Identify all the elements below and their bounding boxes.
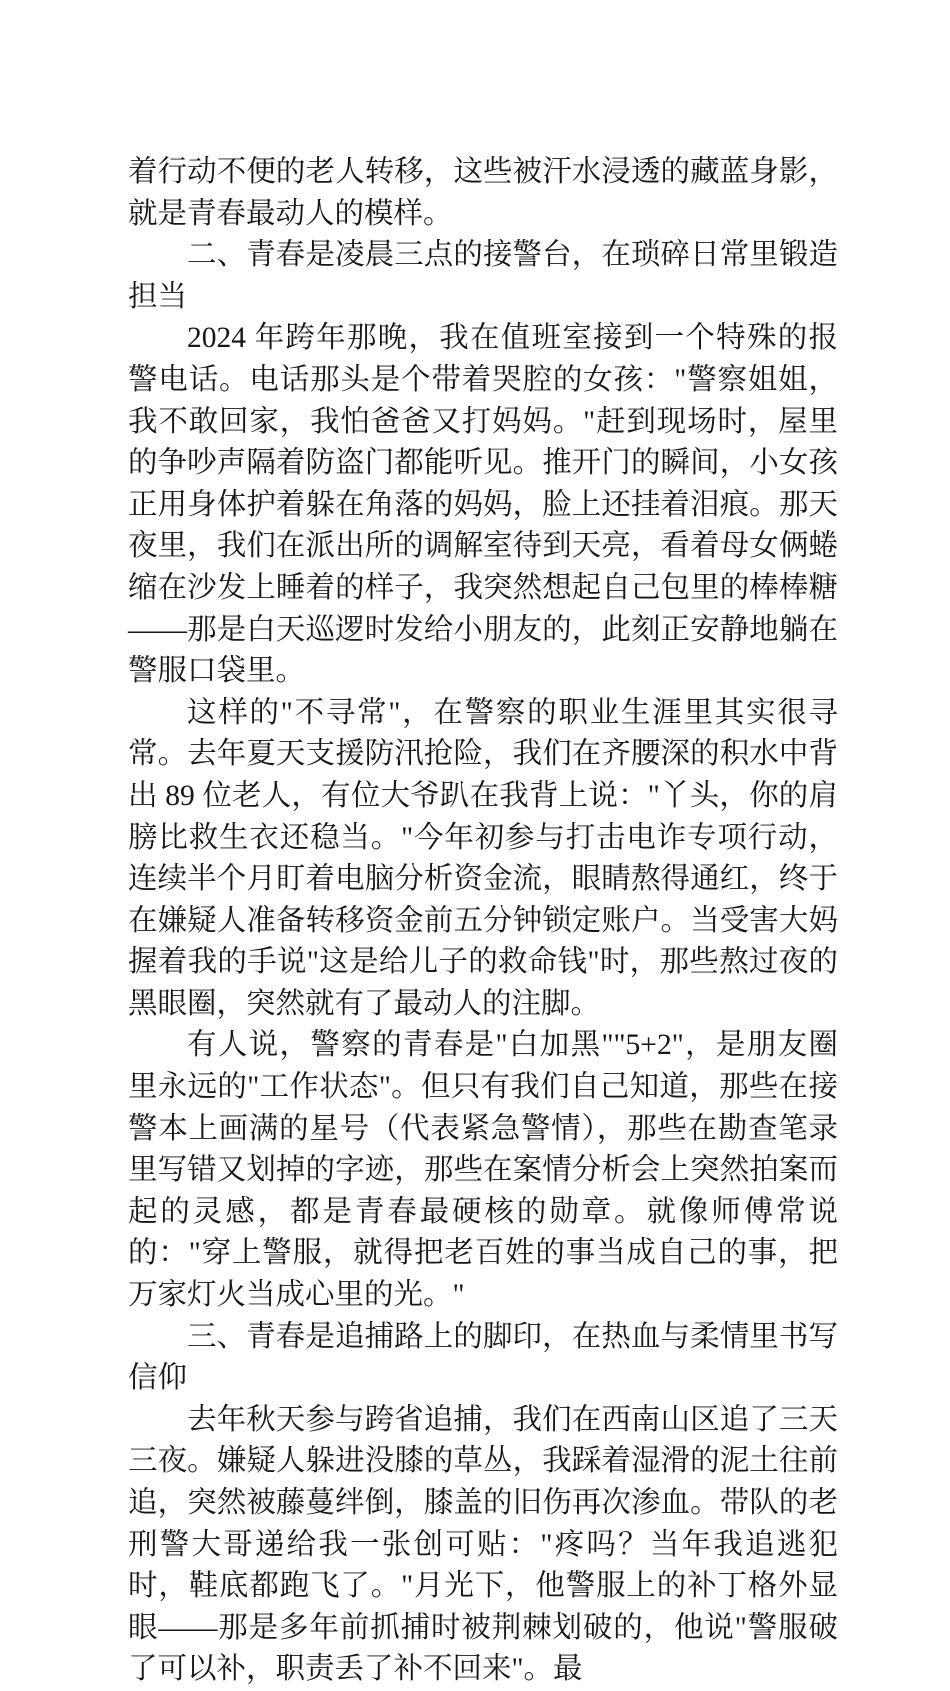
paragraph-body-4: 去年秋天参与跨省追捕，我们在西南山区追了三天三夜。嫌疑人躲进没膝的草丛，我踩着湿滑的泥土往前追，突然被藤蔓绊倒，膝盖的旧伤再次渗血。带队的老刑警大哥递给我一张创可贴："疼吗？当年我追逃犯时，鞋底都跑飞了。"月光下，他警服上的补丁格外显眼——那是多年前抓捕时被荆棘划破的，他说"警服破了可以补，职责丢了补不回来"。最 [128,1403,838,1686]
paragraph-body-1: 2024 年跨年那晚，我在值班室接到一个特殊的报警电话。电话那头是个带着哭腔的女孩："警察姐姐，我不敢回家，我怕爸爸又打妈妈。"赶到现场时，屋里的争吵声隔着防盗门都能听见。推开门的瞬间，小女孩正用身体护着躲在角落的妈妈，脸上还挂着泪痕。那天夜里，我们在派出所的调解室待到天亮，看着母女俩蜷缩在沙发上睡着的样子，我突然想起自己包里的棒棒糖——那是白天巡逻时发给小朋友的，此刻正安静地躺在警服口袋里。 [128,322,838,688]
document-text-body [128,152,838,1691]
paragraph-body-continuation: 着行动不便的老人转移，这些被汗水浸透的藏蓝身影，就是青春最动人的模样。 [128,156,838,230]
paragraph-heading-two: 二、青春是凌晨三点的接警台，在琐碎日常里锻造担当 [128,239,838,313]
paragraph-body-2: 这样的"不寻常"，在警察的职业生涯里其实很寻常。去年夏天支援防汛抢险，我们在齐腰深的积水中背出 89 位老人，有位大爷趴在我背上说："丫头，你的肩膀比救生衣还稳当。"今年初参与打击电诈专项行动，连续半个月盯着电脑分析资金流，眼睛熬得通红，终于在嫌疑人准备转移资金前五分钟锁定账户。当受害大妈握着我的手说"这是给儿子的救命钱"时，那些熬过夜的黑眼圈，突然就有了最动人的注脚。 [128,696,838,1020]
paragraph-heading-three: 三、青春是追捕路上的脚印，在热血与柔情里书写信仰 [128,1320,838,1395]
paragraph-body-3: 有人说，警察的青春是"白加黑""5+2"，是朋友圈里永远的"工作状态"。但只有我们自己知道，那些在接警本上画满的星号（代表紧急警情），那些在勘查笔录里写错又划掉的字迹，那些在案情分析会上突然拍案而起的灵感，都是青春最硬核的勋章。就像师傅常说的："穿上警服，就得把老百姓的事当成自己的事，把万家灯火当成心里的光。" [128,1029,838,1312]
